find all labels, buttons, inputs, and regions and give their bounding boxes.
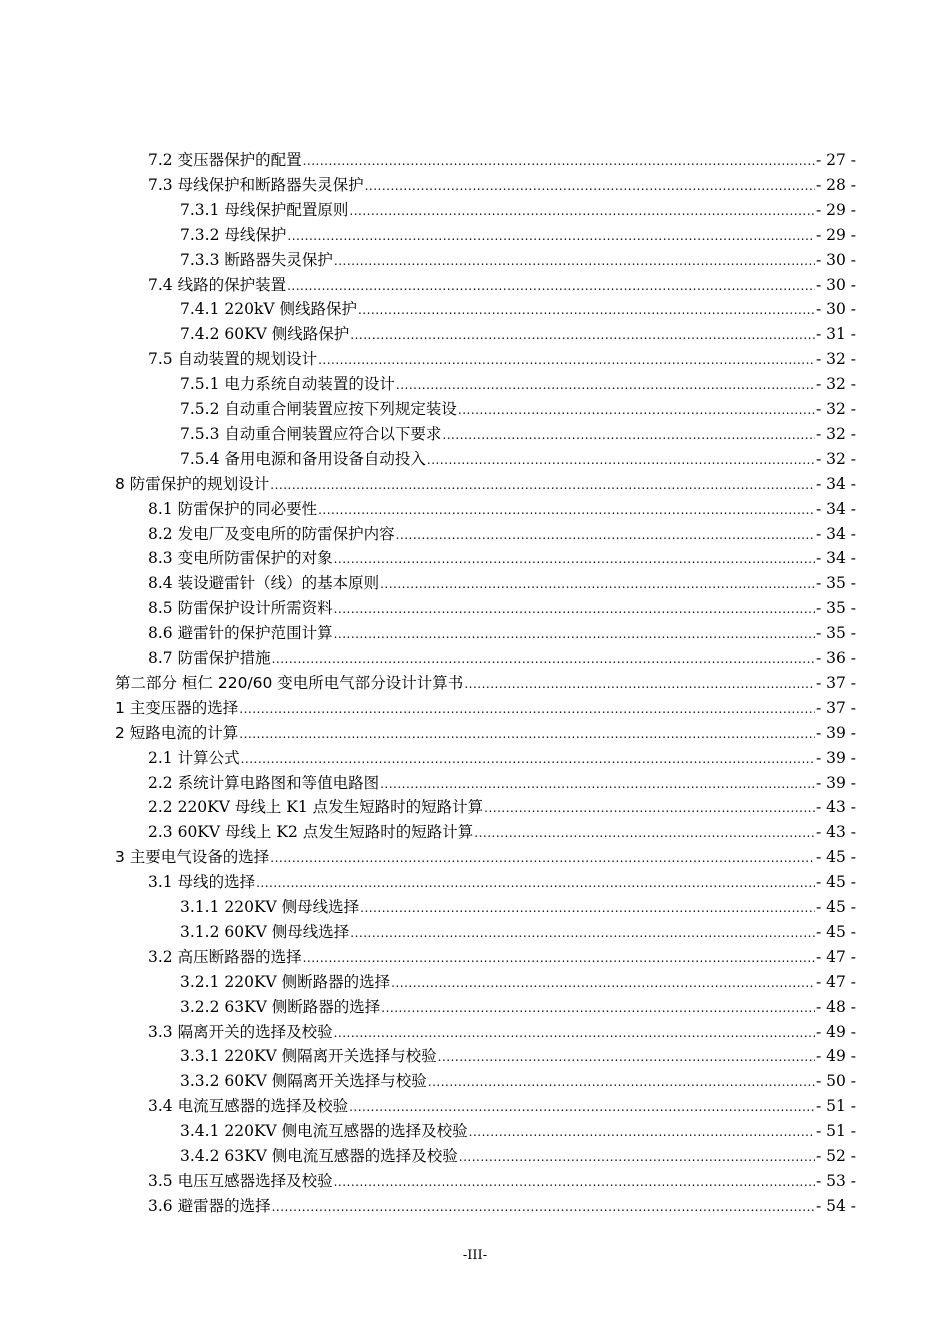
toc-entry-page: - 45 -: [815, 848, 856, 867]
toc-entry-page: - 48 -: [815, 997, 856, 1016]
toc-entry-title: 3.1.2 60KV 侧母线选择: [180, 922, 350, 941]
toc-entry[interactable]: [148, 746, 856, 771]
toc-entry[interactable]: [148, 571, 856, 596]
toc-entry[interactable]: [148, 347, 856, 372]
toc-entry-page: - 35 -: [815, 599, 856, 618]
toc-leader-dots: [458, 398, 815, 423]
toc-entry[interactable]: [148, 497, 856, 522]
toc-entry[interactable]: [180, 970, 856, 995]
toc-entry[interactable]: [180, 422, 856, 447]
toc-leader-dots: [474, 821, 815, 846]
toc-entry[interactable]: [148, 273, 856, 298]
toc-entry[interactable]: [180, 248, 856, 273]
toc-leader-dots: [380, 572, 815, 597]
toc-entry-page: - 45 -: [815, 922, 856, 941]
toc-entry-page: - 49 -: [815, 1047, 856, 1066]
toc-entry-title: 3 主要电气设备的选择: [115, 848, 270, 867]
toc-entry[interactable]: [180, 1144, 856, 1169]
toc-entry-title: 7.4 线路的保护装置: [148, 275, 287, 294]
toc-leader-dots: [396, 523, 815, 548]
toc-leader-dots: [438, 1045, 815, 1070]
toc-entry[interactable]: [148, 820, 856, 845]
toc-leader-dots: [380, 772, 815, 797]
toc-leader-dots: [239, 722, 815, 747]
toc-entry-title: 7.5.4 备用电源和备用设备自动投入: [180, 449, 426, 468]
toc-entry-title: 2.2 220KV 母线上 K1 点发生短路时的短路计算: [148, 798, 484, 817]
toc-entry[interactable]: [180, 297, 856, 322]
toc-entry[interactable]: [148, 546, 856, 571]
toc-entry-page: - 53 -: [815, 1171, 856, 1190]
toc-leader-dots: [484, 796, 815, 821]
toc-entry-title: 2.1 计算公式: [148, 748, 240, 767]
toc-leader-dots: [270, 473, 815, 498]
toc-entry-page: - 27 -: [815, 151, 856, 169]
toc-entry-title: 第二部分 桓仁 220/60 变电所电气部分设计计算书: [115, 673, 464, 692]
toc-entry-title: 3.2.1 220KV 侧断路器的选择: [180, 972, 391, 991]
toc-leader-dots: [303, 946, 815, 971]
toc-entry[interactable]: [180, 322, 856, 347]
toc-entry[interactable]: [115, 472, 856, 497]
toc-entry-page: - 36 -: [815, 649, 856, 667]
toc-leader-dots: [272, 1195, 815, 1220]
toc-entry[interactable]: [148, 795, 856, 820]
toc-entry-page: - 37 -: [815, 673, 856, 692]
toc-entry-page: - 54 -: [815, 1196, 856, 1215]
toc-leader-dots: [334, 622, 815, 647]
toc-entry-title: 7.3.2 母线保护: [180, 225, 287, 244]
toc-leader-dots: [272, 647, 815, 672]
toc-entry[interactable]: [115, 845, 856, 870]
toc-entry-title: 7.3.3 断路器失灵保护: [180, 250, 333, 269]
toc-entry-page: - 52 -: [815, 1147, 856, 1165]
toc-entry[interactable]: [180, 372, 856, 397]
toc-entry-title: 3.1.1 220KV 侧母线选择: [180, 898, 360, 916]
toc-entry-title: 2.2 系统计算电路图和等值电路图: [148, 773, 380, 792]
toc-leader-dots: [459, 1145, 815, 1170]
toc-entry-page: - 34 -: [815, 474, 856, 493]
toc-leader-dots: [349, 199, 815, 224]
toc-entry[interactable]: [180, 198, 856, 223]
toc-leader-dots: [381, 996, 815, 1021]
toc-entry[interactable]: [115, 671, 856, 696]
toc-entry-title: 8.4 装设避雷针（线）的基本原则: [148, 574, 380, 593]
toc-entry-page: - 50 -: [815, 1072, 856, 1091]
toc-leader-dots: [318, 498, 815, 523]
toc-entry-title: 7.2 变压器保护的配置: [148, 151, 302, 169]
toc-entry-page: - 34 -: [815, 499, 856, 518]
toc-entry-title: 7.4.2 60KV 侧线路保护: [180, 325, 350, 344]
toc-entry-title: 2.3 60KV 母线上 K2 点发生短路时的短路计算: [148, 823, 474, 842]
toc-entry-page: - 35 -: [815, 574, 856, 593]
toc-entry-title: 7.3 母线保护和断路器失灵保护: [148, 175, 364, 194]
toc-entry[interactable]: [148, 148, 856, 173]
toc-entry-page: - 47 -: [815, 972, 856, 991]
toc-entry-title: 7.5.2 自动重合闸装置应按下列规定装设: [180, 400, 457, 418]
toc-entry-title: 3.1 母线的选择: [148, 873, 256, 892]
toc-entry-title: 8.7 防雷保护措施: [148, 649, 271, 667]
toc-entry-page: - 32 -: [815, 350, 856, 369]
toc-leader-dots: [334, 1170, 815, 1195]
toc-entry[interactable]: [148, 1169, 856, 1194]
toc-leader-dots: [334, 597, 815, 622]
toc-leader-dots: [469, 1120, 815, 1145]
toc-leader-dots: [442, 423, 815, 448]
toc-entry-page: - 28 -: [815, 175, 856, 194]
toc-entry-title: 3.4.2 63KV 侧电流互感器的选择及校验: [180, 1147, 458, 1165]
toc-entry-title: 3.6 避雷器的选择: [148, 1196, 271, 1215]
toc-entry[interactable]: [148, 646, 856, 671]
toc-entry-title: 8.1 防雷保护的同必要性: [148, 499, 318, 518]
toc-entry-title: 3.4.1 220KV 侧电流互感器的选择及校验: [180, 1122, 468, 1141]
toc-leader-dots: [350, 323, 815, 348]
toc-entry[interactable]: [148, 870, 856, 895]
toc-entry-title: 8.6 避雷针的保护范围计算: [148, 624, 333, 643]
toc-entry-page: - 32 -: [815, 400, 856, 418]
toc-entry-title: 7.5.3 自动重合闸装置应符合以下要求: [180, 424, 442, 443]
toc-entry[interactable]: [180, 223, 856, 248]
toc-leader-dots: [318, 348, 815, 373]
toc-entry-page: - 51 -: [815, 1097, 856, 1116]
toc-leader-dots: [391, 971, 815, 996]
toc-entry[interactable]: [148, 1194, 856, 1219]
page-number: -III-: [462, 1248, 488, 1263]
toc-entry-title: 3.3.2 60KV 侧隔离开关选择与校验: [180, 1072, 427, 1091]
toc-entry[interactable]: [148, 621, 856, 646]
toc-entry-title: 8.2 发电厂及变电所的防雷保护内容: [148, 524, 395, 543]
toc-leader-dots: [396, 373, 815, 398]
toc-entry[interactable]: [180, 1069, 856, 1094]
toc-leader-dots: [287, 224, 815, 249]
toc-entry-page: - 39 -: [815, 773, 856, 792]
toc-entry[interactable]: [148, 596, 856, 621]
toc-entry-page: - 43 -: [815, 823, 856, 842]
toc-entry[interactable]: [148, 1094, 856, 1119]
toc-entry-page: - 31 -: [815, 325, 856, 344]
toc-leader-dots: [427, 448, 815, 473]
toc-entry[interactable]: [180, 1119, 856, 1144]
toc-entry-title: 8.3 变电所防雷保护的对象: [148, 549, 333, 568]
toc-entry-page: - 39 -: [815, 723, 856, 742]
toc-leader-dots: [464, 672, 815, 697]
toc-entry-page: - 37 -: [815, 698, 856, 717]
toc-entry-page: - 32 -: [815, 449, 856, 468]
toc-entry-title: 3.4 电流互感器的选择及校验: [148, 1097, 349, 1116]
toc-entry-title: 8.5 防雷保护设计所需资料: [148, 599, 333, 618]
toc-entry-page: - 32 -: [815, 375, 856, 394]
toc-entry-page: - 45 -: [815, 873, 856, 892]
toc-entry[interactable]: [115, 696, 856, 721]
toc-entry-title: 3.3.1 220KV 侧隔离开关选择与校验: [180, 1047, 437, 1066]
toc-leader-dots: [358, 298, 815, 323]
toc-entry[interactable]: [115, 721, 856, 746]
toc-leader-dots: [303, 149, 815, 174]
toc-entry-title: 7.4.1 220kV 侧线路保护: [180, 300, 357, 319]
toc-entry-page: - 30 -: [815, 250, 856, 269]
toc-entry[interactable]: [148, 173, 856, 198]
toc-leader-dots: [270, 846, 815, 871]
toc-entry-title: 7.3.1 母线保护配置原则: [180, 200, 349, 219]
toc-entry-title: 1 主变压器的选择: [115, 698, 239, 717]
toc-entry-page: - 49 -: [815, 1022, 856, 1041]
toc-entry-title: 3.2 高压断路器的选择: [148, 947, 302, 966]
toc-entry-page: - 29 -: [815, 200, 856, 219]
toc-entry-page: - 30 -: [815, 300, 856, 319]
toc-entry[interactable]: [180, 447, 856, 472]
toc-leader-dots: [360, 896, 815, 921]
toc-leader-dots: [349, 1095, 815, 1120]
toc-leader-dots: [365, 174, 815, 199]
toc-entry-title: 3.2.2 63KV 侧断路器的选择: [180, 997, 381, 1016]
toc-entry[interactable]: [148, 522, 856, 547]
toc-entry-page: - 34 -: [815, 549, 856, 568]
toc-entry[interactable]: [180, 995, 856, 1020]
toc-entry-page: - 32 -: [815, 424, 856, 443]
toc-entry[interactable]: [148, 771, 856, 796]
toc-entry[interactable]: [180, 895, 856, 920]
toc-entry[interactable]: [148, 1020, 856, 1045]
toc-entry-page: - 34 -: [815, 524, 856, 543]
toc-leader-dots: [334, 249, 815, 274]
toc-entry[interactable]: [148, 945, 856, 970]
toc-entry-title: 7.5.1 电力系统自动装置的设计: [180, 375, 395, 394]
toc-entry-title: 3.5 电压互感器选择及校验: [148, 1171, 333, 1190]
toc-leader-dots: [239, 697, 815, 722]
toc-entry-title: 2 短路电流的计算: [115, 723, 239, 742]
toc-leader-dots: [256, 871, 815, 896]
toc-entry[interactable]: [180, 1044, 856, 1069]
toc-entry-page: - 29 -: [815, 225, 856, 244]
toc-entry-page: - 30 -: [815, 275, 856, 294]
toc-leader-dots: [350, 921, 815, 946]
toc-entry-page: - 45 -: [815, 898, 856, 916]
toc-entry[interactable]: [180, 920, 856, 945]
toc-leader-dots: [428, 1070, 815, 1095]
toc-entry-title: 7.5 自动装置的规划设计: [148, 350, 318, 369]
toc-leader-dots: [241, 747, 815, 772]
toc-entry[interactable]: [180, 397, 856, 422]
toc-entry-page: - 43 -: [815, 798, 856, 817]
toc-leader-dots: [287, 274, 815, 299]
toc-entry-page: - 51 -: [815, 1122, 856, 1141]
toc-entry-title: 8 防雷保护的规划设计: [115, 474, 270, 493]
toc-entry-page: - 47 -: [815, 947, 856, 966]
toc-entry-page: - 39 -: [815, 748, 856, 767]
toc-leader-dots: [334, 1021, 815, 1046]
toc-entry-page: - 35 -: [815, 624, 856, 643]
toc-leader-dots: [334, 547, 815, 572]
toc-entry-title: 3.3 隔离开关的选择及校验: [148, 1022, 333, 1041]
